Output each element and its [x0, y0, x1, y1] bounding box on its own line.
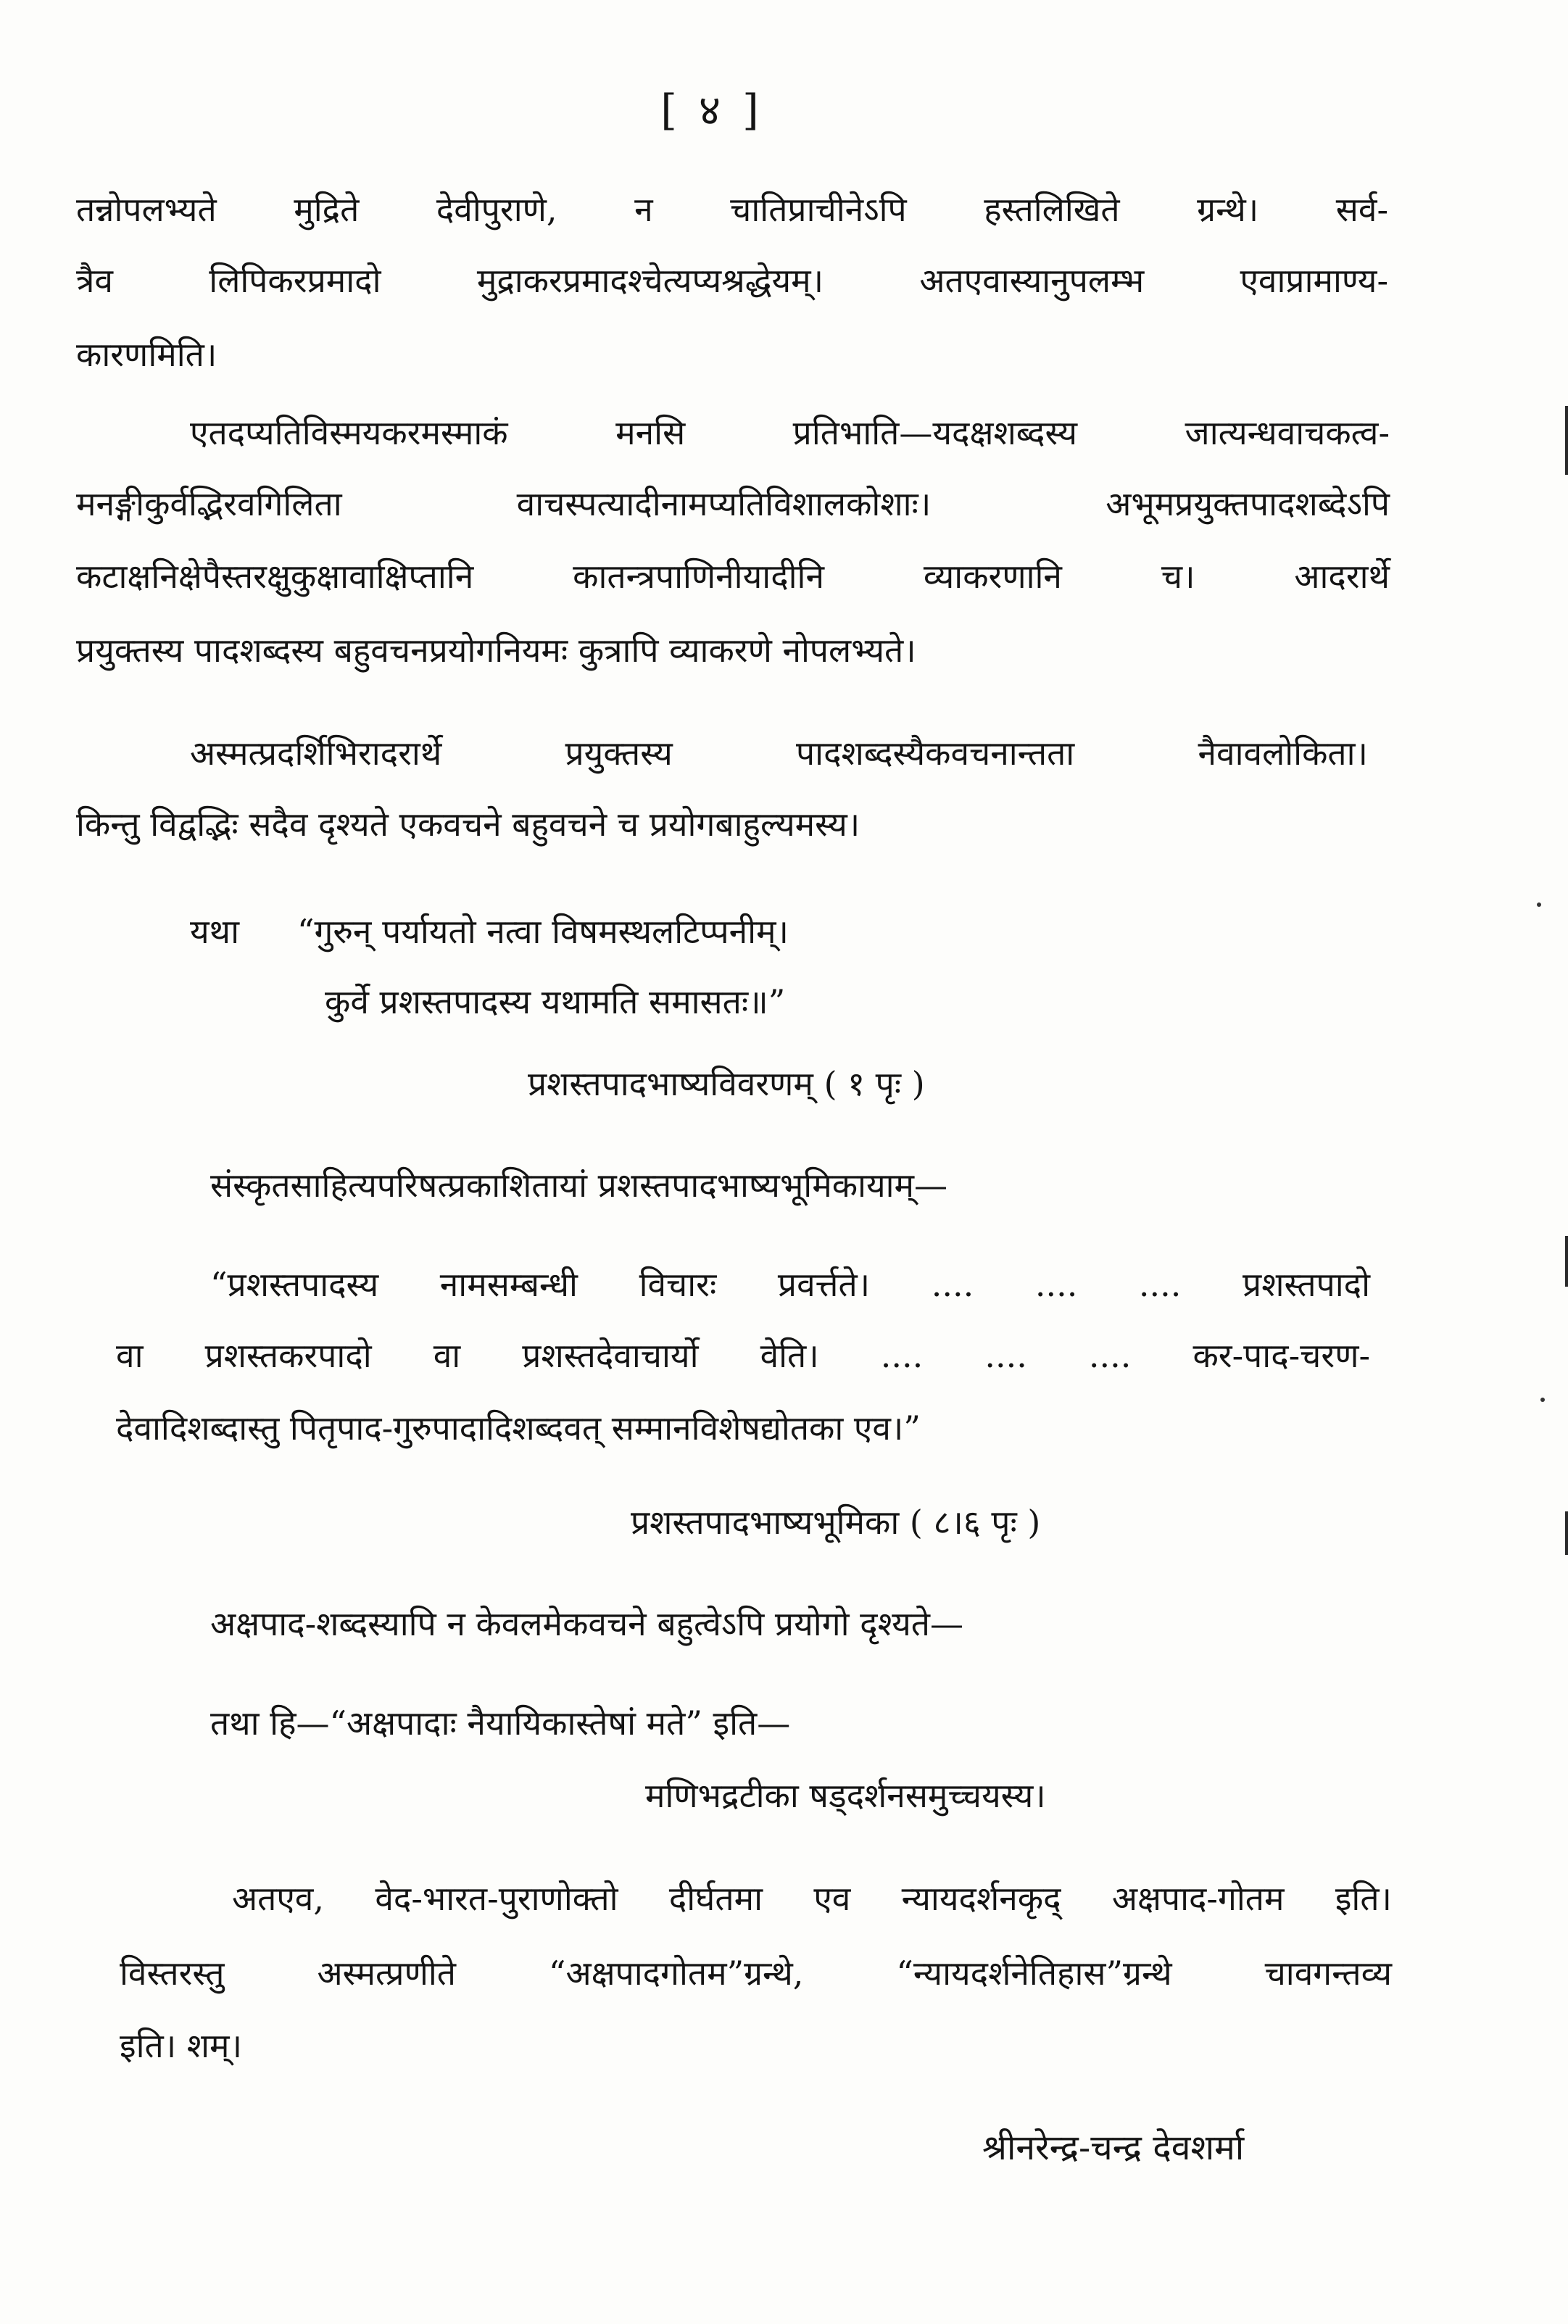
paragraph-akshapada: अक्षपाद-शब्दस्यापि न केवलमेकवचने बहुत्वेऽपि प्रयोगो दृश्यते—: [210, 1604, 964, 1643]
quote-source: प्रशस्तपादभाष्यविवरणम् ( १ पृः ): [528, 1064, 925, 1103]
text-line: एतदप्यतिविस्मयकरमस्माकं मनसि प्रतिभाति—यदक्षशब्दस्य जात्यन्धवाचकत्व-: [190, 413, 1390, 452]
quote-source: प्रशस्तपादभाष्यभूमिका ( ८।६ पृः ): [631, 1503, 1041, 1542]
scan-speck: [1540, 1398, 1545, 1402]
text-line: मनङ्गीकुर्वद्भिरवगिलिता वाचस्पत्यादीनामप्यतिविशालकोशाः। अभूमप्रयुक्तपादशब्देऽपि: [76, 484, 1390, 523]
quote-source: मणिभद्रटीका षड्दर्शनसमुच्चयस्य।: [645, 1776, 1046, 1815]
bracket-close: ]: [742, 86, 760, 135]
text-line: तन्नोपलभ्यते मुद्रिते देवीपुराणे, न चातिप्राचीनेऽपि हस्तलिखिते ग्रन्थे। सर्व-: [76, 190, 1388, 229]
page-number: [623, 86, 797, 136]
scan-speck: [1537, 902, 1541, 907]
text-line: कारणमिति।: [76, 335, 217, 374]
text-line: किन्तु विद्वद्भिः सदैव दृश्यते एकवचने बहुवचने च प्रयोगबाहुल्यमस्य।: [76, 805, 860, 844]
quote-intro: संस्कृतसाहित्यपरिषत्प्रकाशितायां प्रशस्तपादभाष्यभूमिकायाम्—: [210, 1166, 948, 1205]
scan-edge-mark: [1565, 1511, 1568, 1555]
verse-line: “गुरुन् पर्यायतो नत्वा विषमस्थलटिप्पनीम्।: [297, 912, 789, 951]
text-line: देवादिशब्दास्तु पितृपाद-गुरुपादादिशब्दवत् सम्मानविशेषद्योतका एव।”: [116, 1408, 921, 1448]
text-line: अस्मत्प्रदर्शिभिरादरार्थे प्रयुक्तस्य पादशब्दस्यैकवचनान्तता नैवावलोकिता।: [190, 734, 1368, 773]
text-line: अतएव, वेद-भारत-पुराणोक्तो दीर्घतमा एव न्यायदर्शनकृद् अक्षपाद-गोतम इति।: [232, 1879, 1392, 1918]
verse-line: कुर्वे प्रशस्तपादस्य यथामति समासतः॥”: [325, 982, 786, 1021]
text-line: प्रयुक्तस्य पादशब्दस्य बहुवचनप्रयोगनियमः कुत्रापि व्याकरणे नोपलभ्यते।: [76, 631, 916, 670]
quote-line: तथा हि—“अक्षपादाः नैयायिकास्तेषां मते” इति—: [210, 1703, 791, 1743]
text-line: इति। शम्।: [120, 2026, 242, 2065]
text-line: त्रैव लिपिकरप्रमादो मुद्राकरप्रमादश्चेत्यप्यश्रद्धेयम्। अतएवास्यानुपलम्भ एवाप्रामाण्य-: [76, 261, 1388, 300]
page-number-value: ४: [698, 86, 723, 135]
quote-lead: यथा: [190, 912, 239, 951]
scan-edge-mark: [1565, 406, 1568, 475]
scan-edge-mark: [1565, 1236, 1568, 1287]
text-line: विस्तरस्तु अस्मत्प्रणीते “अक्षपादगोतम”ग्रन्थे, “न्यायदर्शनेतिहास”ग्रन्थे चावगन्तव्य: [120, 1954, 1392, 1993]
signature: श्रीनरेन्द्र-चन्द्र देवशर्मा: [982, 2128, 1245, 2168]
text-line: “प्रशस्तपादस्य नामसम्बन्धी विचारः प्रवर्त्तते। .... .... .... प्रशस्तपादो: [210, 1265, 1370, 1304]
bracket-open: [: [660, 86, 679, 135]
text-line: वा प्रशस्तकरपादो वा प्रशस्तदेवाचार्यो वेति। .... .... .... कर-पाद-चरण-: [116, 1336, 1370, 1375]
text-line: कटाक्षनिक्षेपैस्तरक्षुकुक्षावाक्षिप्तानि कातन्त्रपाणिनीयादीनि व्याकरणानि च। आदरार्थे: [76, 557, 1390, 596]
